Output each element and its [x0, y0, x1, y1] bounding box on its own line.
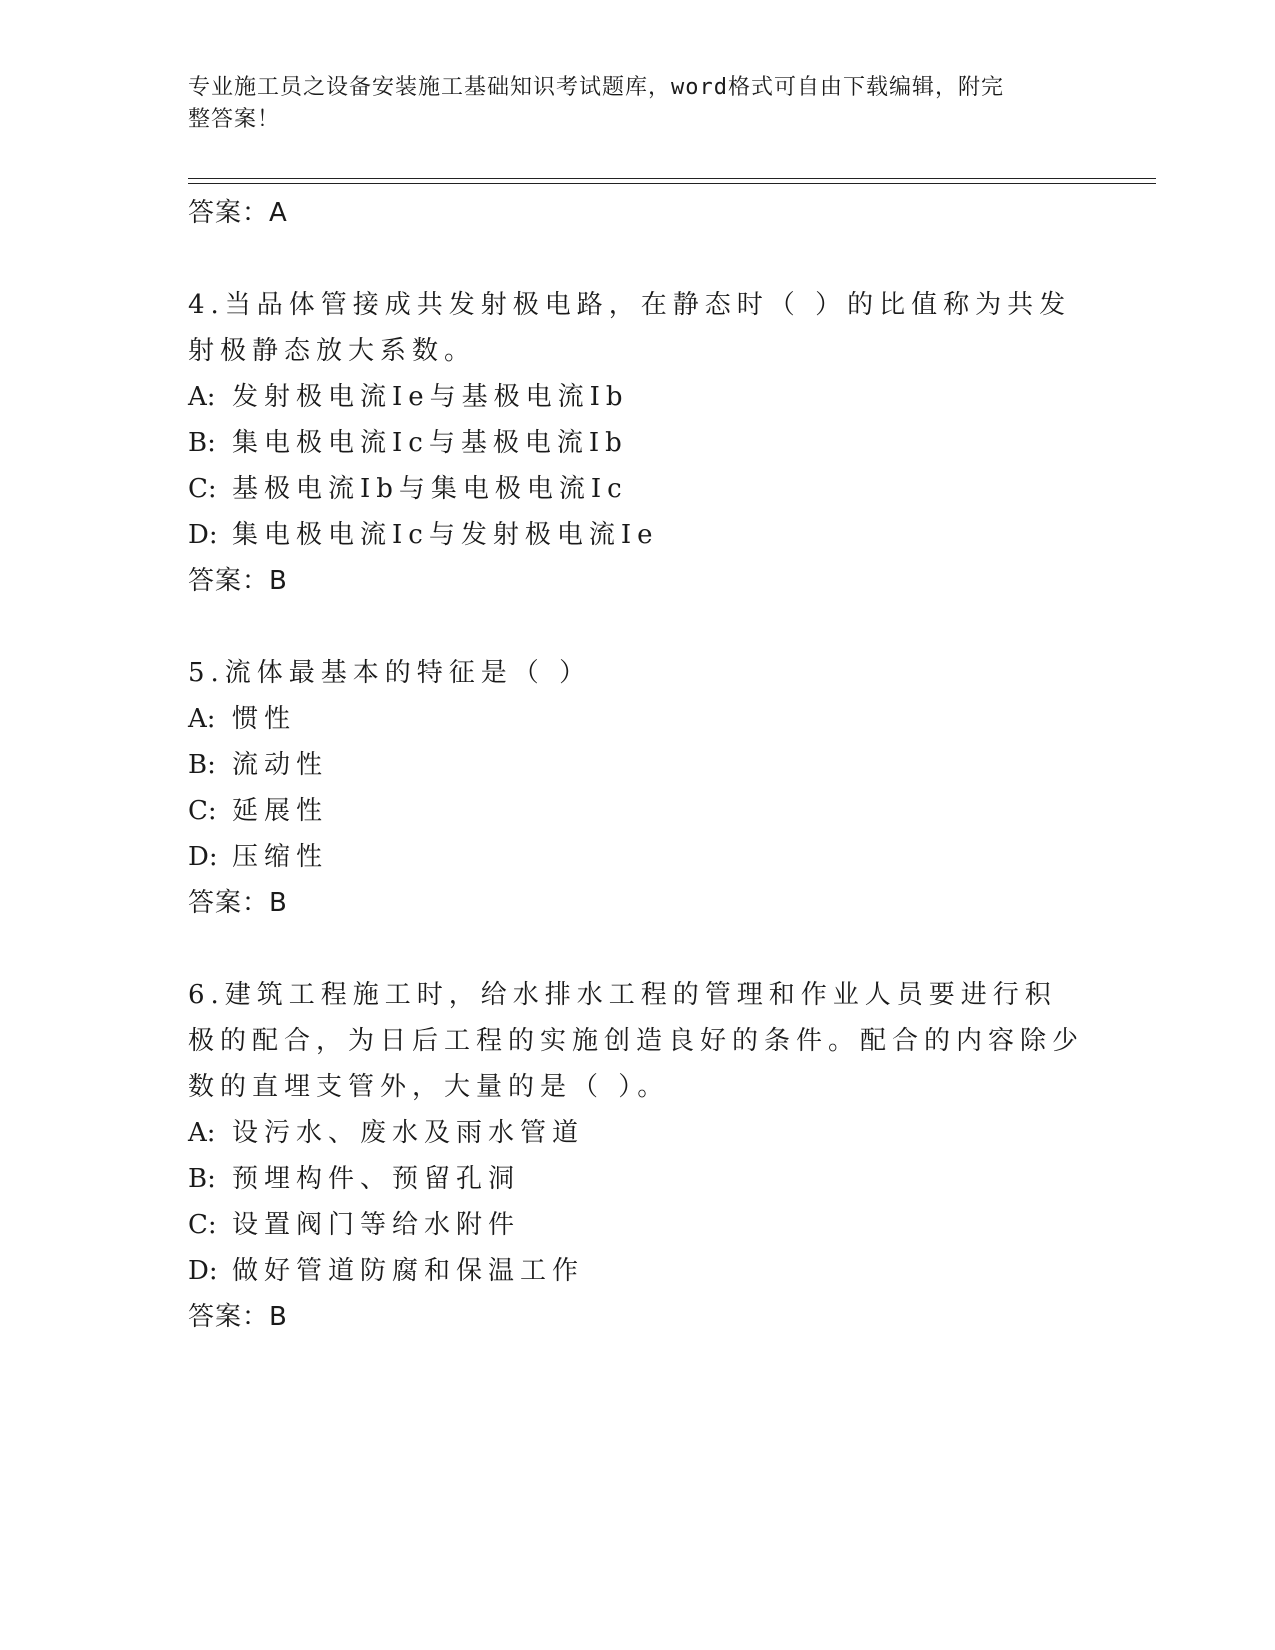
option-text: 集电极电流Ic与基极电流Ib: [232, 428, 628, 458]
document-body: [188, 190, 1088, 1340]
option-key: B:: [188, 428, 216, 458]
answer-line: 答案：A: [188, 198, 288, 228]
header-line-1: 专业施工员之设备安装施工基础知识考试题库，word格式可自由下载编辑，附完: [188, 75, 1004, 100]
option-text: 压缩性: [232, 842, 329, 872]
document-header: [188, 72, 1068, 136]
answer-line: 答案：B: [188, 888, 288, 918]
option-key: D:: [188, 842, 218, 872]
option-text: 基极电流Ib与集电极电流Ic: [232, 474, 628, 504]
option-b: [188, 420, 1088, 466]
option-text: 预埋构件、预留孔洞: [232, 1164, 521, 1194]
option-b: [188, 742, 1088, 788]
option-key: C:: [188, 474, 217, 504]
option-text: 设污水、废水及雨水管道: [232, 1118, 585, 1148]
question-block: [188, 650, 1088, 926]
option-text: 惯性: [232, 704, 297, 734]
option-key: D:: [188, 1256, 218, 1286]
answer-line: 答案：B: [188, 1302, 288, 1332]
option-text: 集电极电流Ic与发射极电流Ie: [232, 520, 659, 550]
option-d: [188, 834, 1088, 880]
option-a: [188, 374, 1088, 420]
spacer: [188, 236, 1088, 282]
option-key: A:: [188, 382, 216, 412]
header-divider-bottom: [188, 183, 1156, 184]
question-block: [188, 972, 1088, 1340]
option-c: [188, 466, 1088, 512]
option-text: 发射极电流Ie与基极电流Ib: [232, 382, 629, 412]
option-c: [188, 788, 1088, 834]
option-key: A:: [188, 1118, 216, 1148]
question-text: 6.建筑工程施工时，给水排水工程的管理和作业人员要进行积极的配合，为日后工程的实施创造良好的条件。配合的内容除少数的直埋支管外，大量的是（ ）。: [188, 980, 1085, 1102]
answer-line: 答案：B: [188, 566, 288, 596]
spacer: [188, 604, 1088, 650]
option-text: 做好管道防腐和保温工作: [232, 1256, 585, 1286]
option-key: C:: [188, 1210, 217, 1240]
header-divider-top: [188, 178, 1156, 179]
option-c: [188, 1202, 1088, 1248]
option-d: [188, 1248, 1088, 1294]
question-block: [188, 282, 1088, 604]
option-key: B:: [188, 750, 216, 780]
option-key: C:: [188, 796, 217, 826]
option-text: 流动性: [232, 750, 329, 780]
option-key: B:: [188, 1164, 216, 1194]
question-text: 5.流体最基本的特征是（ ）: [188, 658, 592, 688]
spacer: [188, 926, 1088, 972]
option-key: D:: [188, 520, 218, 550]
option-text: 延展性: [232, 796, 329, 826]
option-key: A:: [188, 704, 216, 734]
option-text: 设置阀门等给水附件: [232, 1210, 521, 1240]
option-a: [188, 1110, 1088, 1156]
question-text: 4.当品体管接成共发射极电路，在静态时（ ）的比值称为共发射极静态放大系数。: [188, 290, 1072, 366]
option-a: [188, 696, 1088, 742]
header-line-2: 整答案！: [188, 107, 281, 132]
option-b: [188, 1156, 1088, 1202]
option-d: [188, 512, 1088, 558]
